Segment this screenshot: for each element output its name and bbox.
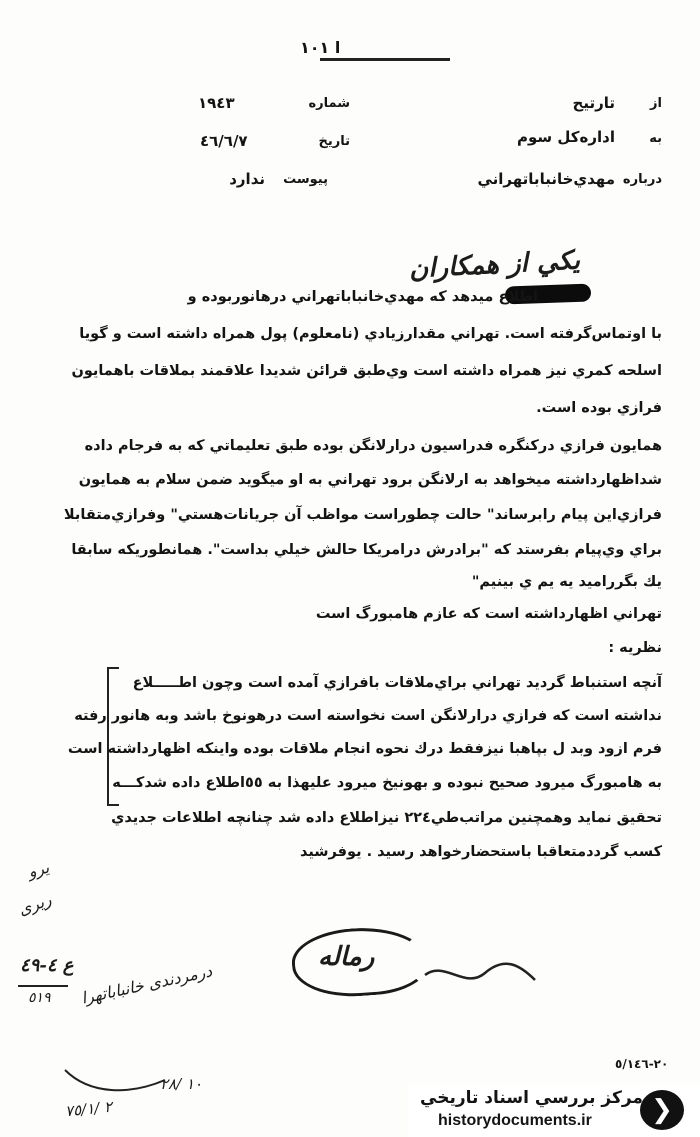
from-label: از	[650, 96, 662, 111]
analysis-line: تحقيق نمايد وهمچنين مراتب‌طي٢٢٤ نيزاطلاع داده شد چنانچه اطلاعات جديدي	[111, 810, 662, 826]
paragraph-line: فرازي بوده است.	[536, 400, 662, 416]
subject-value: مهدي‌خانباباتهراني	[477, 170, 615, 188]
to-value: اداره‌كل سوم	[517, 128, 615, 146]
attachment-label: پيوست	[283, 172, 328, 187]
to-label: به	[649, 131, 662, 146]
number-value: ١٩٤٣	[198, 94, 235, 112]
subject-label: درباره	[622, 172, 662, 187]
analysis-line: آنچه استنباط گرديد تهراني براي‌ملاقات بافرازي آمده است وچون اطـــــلاع	[132, 675, 662, 691]
date-value: ٤٦/٦/٧	[200, 132, 248, 150]
paragraph-line: اسلحه كمري نيز همراه داشته است وي‌طبق قرائن شديدا علاقمند بملاقات باهمايون	[71, 363, 662, 379]
paragraph-line: همايون فرازي دركنگره فدراسيون درارلانگن بوده طبق تعليماتي كه به فرجام داده	[84, 438, 662, 454]
analysis-line: فرم ازود وبد ل بپاهبا نيزفقط درك نحوه انجام ملاقات بوده واينكه اظهارداشته است	[67, 741, 662, 757]
paragraph-line: يك بگرراميد يه يم ي بينيم"	[471, 574, 662, 590]
handwritten-swoosh	[60, 1060, 170, 1100]
signature-scribble	[420, 955, 540, 995]
classification-mark: ا ١٠١	[300, 38, 341, 57]
archive-name: مركز بررسي اسناد تاريخي	[420, 1088, 643, 1108]
paragraph-line: اطلاع ميدهد كه مهدي‌خانباباتهراني درهانوربوده و	[187, 289, 538, 305]
margin-note: ع ٤-٤٩	[20, 955, 74, 976]
margin-note: ١٠ /٢٨	[160, 1075, 203, 1093]
stamp-text: رماله	[318, 942, 375, 972]
margin-note: ٢ /٧٥/١	[64, 1097, 113, 1121]
margin-note: يرو	[25, 857, 52, 882]
analysis-line: به هامبورگ ميرود صحيح نبوده و بهونيخ ميرود عليهذا به ٥٥اطلاع داده شدكـــه	[112, 775, 662, 791]
margin-note: ريرى	[15, 889, 54, 920]
paragraph-line: براي وي‌پيام بفرستد كه "برادرش درامريكا حالش خيلي بداست". همانطوريكه سابقا	[71, 542, 662, 558]
paragraph-line: شداظهارداشته ميخواهد به ارلانگن برود تهراني به او ميگويد ضمن سلام به همايون	[78, 472, 662, 488]
paragraph-line: فرازي‌اين پيام رابرساند" حالت چطوراست مواظب آن جريانات‌هستي" وفرازي‌متقابلا	[63, 507, 662, 523]
salutation: يكي از همكاران	[408, 245, 581, 285]
archive-url: historydocuments.ir	[438, 1112, 592, 1129]
margin-divider	[18, 985, 68, 987]
margin-note: درمرد‌ندی خانباباتهرا	[79, 961, 214, 1008]
margin-note: ٥١٩	[28, 990, 51, 1006]
archive-document-icon: ❯	[640, 1090, 684, 1130]
paragraph-line: با اوتماس‌گرفته است. تهراني مقدارزيادي (نامعلوم) پول همراه داشته است و گويا	[79, 326, 662, 342]
analysis-line: كسب گرددمتعاقبا باستحضارخواهد رسيد . يوفرشيد	[299, 844, 662, 860]
number-label: شماره	[308, 96, 350, 111]
from-value: تارتيح	[572, 94, 615, 112]
analysis-label: نظريه :	[608, 640, 662, 656]
attachment-value: ندارد	[229, 170, 265, 188]
paragraph-line: تهراني اظهارداشته است كه عازم هامبورگ است	[315, 606, 662, 622]
document-code: ٢٠-٥/١٤٦	[615, 1057, 669, 1071]
date-label: تاريخ	[318, 134, 350, 149]
analysis-line: نداشته است كه فرازي درارلانگن است نخواسته است درهونوخ باشد وبه هانور رفته	[74, 708, 662, 724]
classification-underline	[320, 58, 450, 61]
